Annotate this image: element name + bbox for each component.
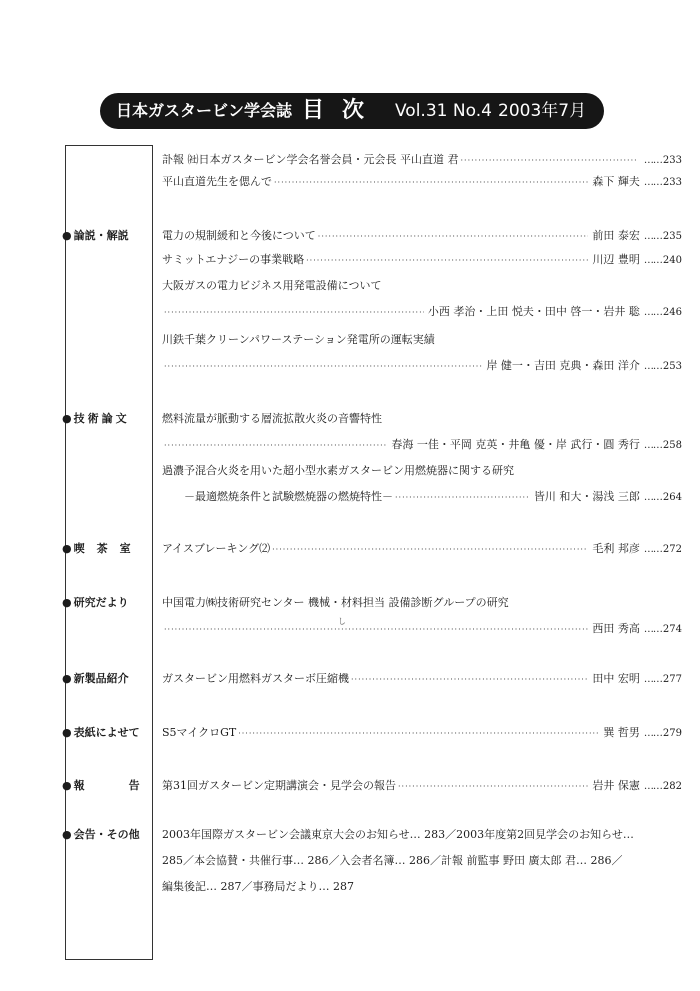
announcement-line-3: 編集後記… 287／事務局だより… 287 (162, 880, 354, 893)
toc-entry-chugoku-authors: ····· 西田 秀高 …… 274 (162, 620, 682, 636)
toc-entry-chugoku-title: 中国電力㈱技術研究センター 機械・材料担当 設備診断グループの研究 (162, 596, 509, 609)
bullet-icon: ● (62, 672, 72, 685)
leader-dots (461, 156, 638, 165)
section-shinseihin: ● 新製品紹介 (62, 672, 129, 685)
header-banner (100, 93, 604, 129)
section-hokoku: ● 報告 (62, 779, 184, 792)
section-kenkyu: ● 研究だより (62, 596, 129, 609)
toc-entry-lecture-report: 第31回ガスタービン定期講演会・見学会の報告 ····· 岩井 保憲 …… 282 (162, 777, 682, 793)
announcement-line-1: 2003年国際ガスタービン会議東京大会のお知らせ… 283／2003年度第2回見学会のお知らせ… (162, 828, 634, 841)
toc-entry-hydrogen-subtitle: －最適燃焼条件と試験燃焼器の燃焼特性－ ····· 皆川 和大・湯浅 三郎 …… 264 (184, 488, 682, 504)
toc-entry-deregulation: 電力の規制緩和と今後について ····· 前田 泰宏 …… 235 (162, 227, 682, 243)
journal-title: 日本ガスタービン学会誌 (116, 101, 293, 120)
bullet-icon: ● (62, 828, 72, 841)
bullet-icon: ● (62, 229, 72, 242)
section-hyoshi: ● 表紙によせて (62, 726, 140, 739)
leader-dots (272, 545, 588, 554)
leader-dots (318, 232, 589, 241)
leader-dots (238, 729, 599, 738)
leader-dots (164, 362, 482, 371)
bullet-icon: ● (62, 726, 72, 739)
toc-entry-turbo-compressor: ガスタービン用燃料ガスターボ圧縮機 ····· 田中 宏明 …… 277 (162, 670, 682, 686)
toc-entry-osaka-gas-title: 大阪ガスの電力ビジネス用発電設備について (162, 279, 382, 292)
leader-dots (164, 625, 588, 634)
bullet-icon: ● (62, 596, 72, 609)
leader-dots (395, 493, 530, 502)
leader-dots (164, 308, 424, 317)
toc-entry-obituary: 訃報 ㈳日本ガスタービン学会名誉会員・元会長 平山直道 君 ····· …… 233 (162, 151, 682, 167)
issue-date: 2003年7月 (498, 101, 587, 121)
toc-entry-s5-micro-gt: S5マイクロGT ····· 巽 哲男 …… 279 (162, 724, 682, 740)
bullet-icon: ● (62, 412, 72, 425)
section-kissa: ● 喫茶室 (62, 542, 143, 555)
section-kaikoku: ● 会告・その他 (62, 828, 140, 841)
toc-entry-kawatetsu-authors: ····· 岸 健一・吉田 克典・森田 洋介 …… 253 (162, 357, 682, 373)
toc-entry-acoustic-title: 燃料流量が脈動する層流拡散火炎の音響特性 (162, 412, 382, 425)
toc-entry-ice-breaking: アイスブレーキング⑵ ····· 毛利 邦彦 …… 272 (162, 540, 682, 556)
toc-entry-summit-energy: サミットエナジーの事業戦略 ····· 川辺 豊明 …… 240 (162, 251, 682, 267)
volume-number: Vol.31 No.4 (395, 101, 492, 121)
bullet-icon: ● (62, 779, 72, 792)
leader-dots (274, 178, 588, 187)
toc-entry-acoustic-authors: ····· 春海 一佳・平岡 克英・井亀 優・岸 武行・圓 秀行 …… 258 (162, 436, 682, 452)
toc-entry-osaka-gas-authors: ····· 小西 孝治・上田 悦夫・田中 啓一・岩井 聡 …… 246 (162, 303, 682, 319)
leader-dots (351, 675, 588, 684)
announcement-line-2: 285／本会協賛・共催行事… 286／入会者名簿… 286／計報 前監事 野田 廣太郎 君… 286／ (162, 854, 623, 867)
leader-dots (164, 441, 387, 450)
bullet-icon: ● (62, 542, 72, 555)
toc-title: 目次 (302, 98, 383, 123)
toc-entry-memorial: 平山直道先生を偲んで ····· 森下 輝夫 …… 233 (162, 173, 682, 189)
leader-dots (306, 256, 588, 265)
toc-entry-kawatetsu-title: 川鉄千葉クリーンパワーステーション発電所の運転実績 (162, 333, 435, 346)
section-gijutsu: ● 技術論文 (62, 412, 130, 425)
leader-dots (398, 782, 588, 791)
scan-mark: し (338, 617, 346, 626)
section-ronsetsu: ● 論説・解説 (62, 229, 129, 242)
toc-entry-hydrogen-title: 過濃予混合火炎を用いた超小型水素ガスタービン用燃焼器に関する研究 (162, 464, 514, 477)
